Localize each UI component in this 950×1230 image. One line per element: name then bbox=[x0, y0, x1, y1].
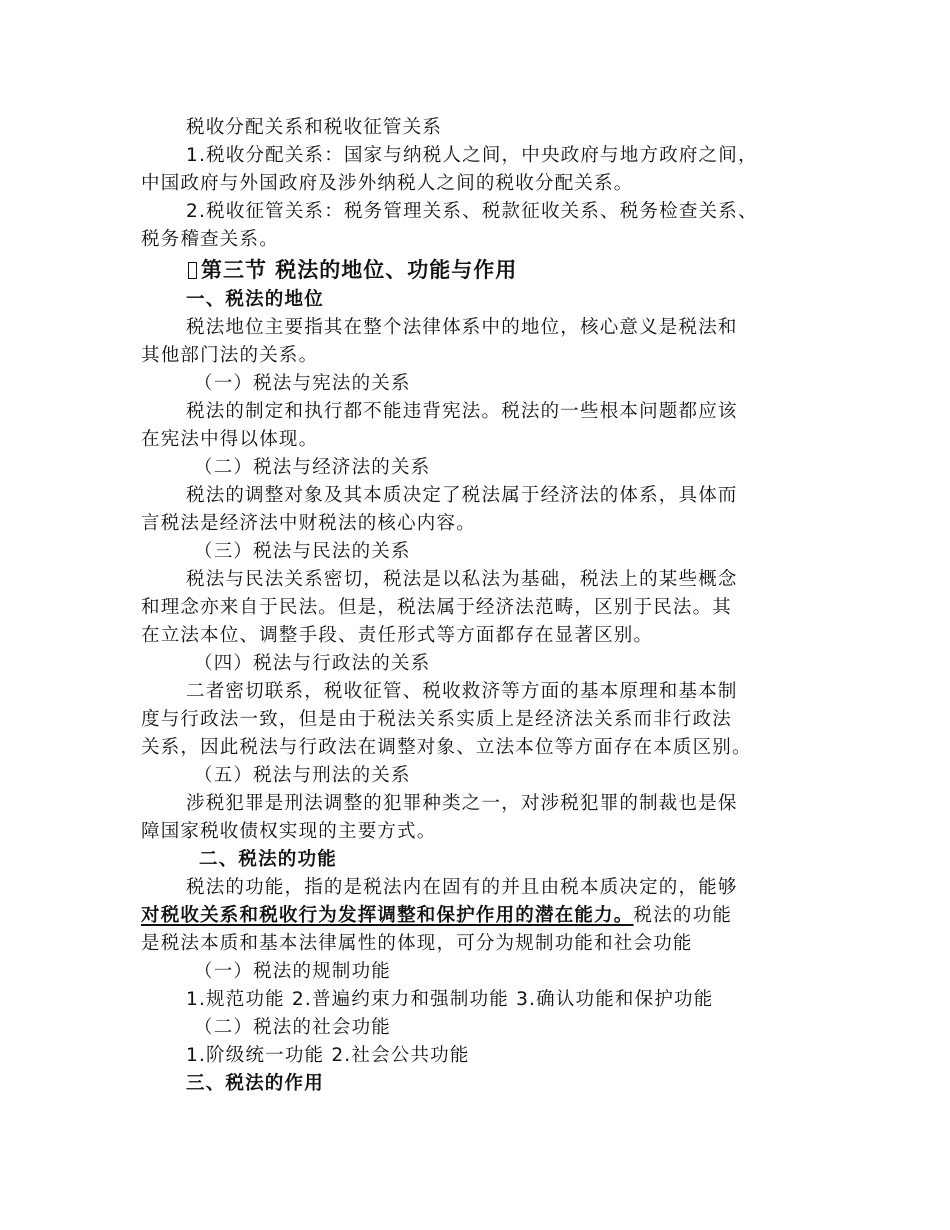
subsection-title: （二）税法与经济法的关系 bbox=[194, 457, 431, 478]
subsection-title: （一）税法与宪法的关系 bbox=[194, 373, 411, 394]
subsection-title: （五）税法与刑法的关系 bbox=[194, 765, 411, 786]
text-line: 其他部门法的关系。 bbox=[141, 345, 319, 366]
text-line: 1.阶级统一功能 2.社会公共功能 bbox=[186, 1045, 470, 1066]
text-line: 是税法本质和基本法律属性的体现，可分为规制功能和社会功能 bbox=[141, 933, 693, 954]
text-fragment: 税法的功能 bbox=[633, 905, 733, 926]
subheading: 三、税法的作用 bbox=[186, 1073, 324, 1094]
missing-glyph-box-icon bbox=[188, 262, 197, 279]
section-heading-text: 第三节 税法的地位、功能与作用 bbox=[201, 258, 518, 282]
text-line: 中国政府与外国政府及涉外纳税人之间的税收分配关系。 bbox=[141, 173, 634, 194]
text-line: 二者密切联系，税收征管、税收救济等方面的基本原理和基本制 bbox=[186, 681, 738, 702]
emphasized-definition: 对税收关系和税收行为发挥调整和保护作用的潜在能力。 bbox=[141, 905, 634, 926]
subsection-title: （三）税法与民法的关系 bbox=[194, 541, 411, 562]
text-line: 税法与民法关系密切，税法是以私法为基础，税法上的某些概念 bbox=[186, 569, 738, 590]
subsection-title: （一）税法的规制功能 bbox=[194, 961, 392, 982]
text-line: 税法地位主要指其在整个法律体系中的地位，核心意义是税法和 bbox=[186, 317, 738, 338]
text-line: 税务稽查关系。 bbox=[141, 229, 279, 250]
text-line: 1.税收分配关系：国家与纳税人之间，中央政府与地方政府之间， bbox=[186, 145, 758, 166]
text-line: 涉税犯罪是刑法调整的犯罪种类之一，对涉税犯罪的制裁也是保 bbox=[186, 793, 738, 814]
text-line: 税法的制定和执行都不能违背宪法。税法的一些根本问题都应该 bbox=[186, 401, 738, 422]
text-line: 关系，因此税法与行政法在调整对象、立法本位等方面存在本质区别。 bbox=[141, 737, 752, 758]
text-line: 度与行政法一致，但是由于税法关系实质上是经济法关系而非行政法 bbox=[141, 709, 733, 730]
subsection-title: （四）税法与行政法的关系 bbox=[194, 653, 431, 674]
text-line: 障国家税收债权实现的主要方式。 bbox=[141, 821, 437, 842]
text-line: 1.规范功能 2.普遍约束力和强制功能 3.确认功能和保护功能 bbox=[186, 989, 714, 1010]
section-heading bbox=[188, 256, 517, 284]
subsection-title: （二）税法的社会功能 bbox=[194, 1017, 392, 1038]
text-line: 在宪法中得以体现。 bbox=[141, 429, 319, 450]
subheading: 一、税法的地位 bbox=[186, 289, 324, 310]
text-line: 税法的调整对象及其本质决定了税法属于经济法的体系，具体而 bbox=[186, 485, 738, 506]
text-line-emphasis bbox=[141, 902, 732, 930]
subheading: 二、税法的功能 bbox=[199, 849, 337, 870]
text-line: 和理念亦来自于民法。但是，税法属于经济法范畴，区别于民法。其 bbox=[141, 597, 733, 618]
text-line: 言税法是经济法中财税法的核心内容。 bbox=[141, 513, 476, 534]
text-line: 2.税收征管关系：税务管理关系、税款征收关系、税务检查关系、 bbox=[186, 201, 758, 222]
text-line: 税法的功能，指的是税法内在固有的并且由税本质决定的，能够 bbox=[186, 877, 738, 898]
text-line: 在立法本位、调整手段、责任形式等方面都存在显著区别。 bbox=[141, 625, 654, 646]
text-line: 税收分配关系和税收征管关系 bbox=[186, 117, 443, 138]
